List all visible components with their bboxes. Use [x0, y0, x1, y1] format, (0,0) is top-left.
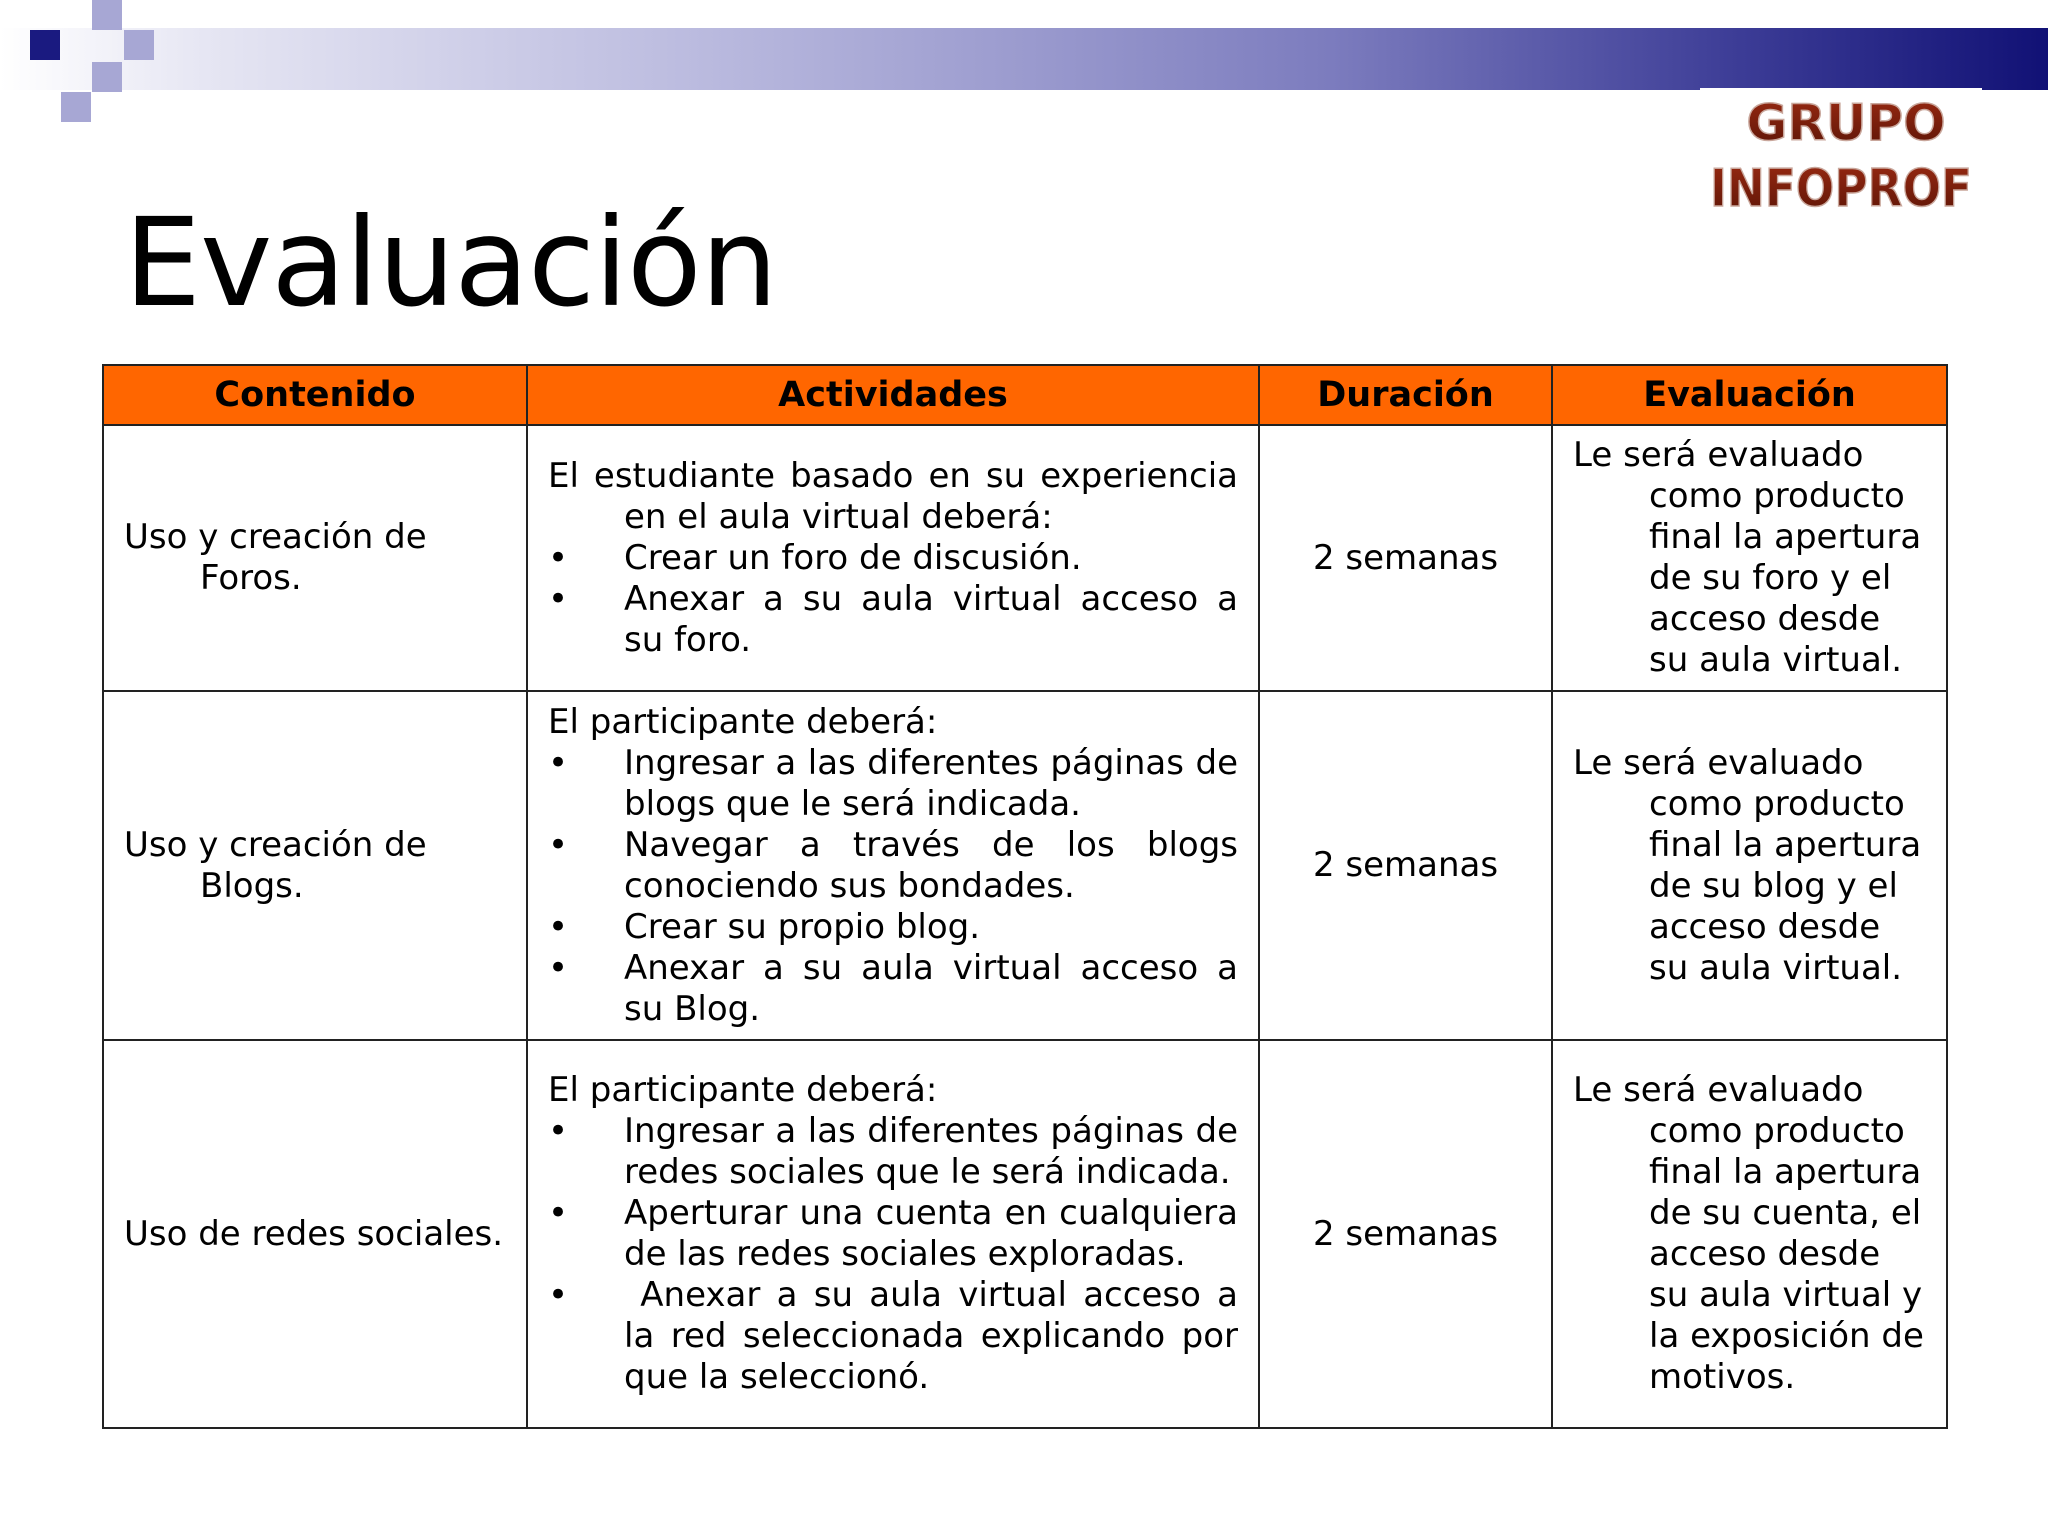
list-item — [548, 1111, 1238, 1193]
decor-square-light — [92, 62, 122, 92]
column-header-contenido: Contenido — [103, 365, 527, 425]
bullet-icon: • — [548, 537, 569, 578]
list-item-text: Anexar a su aula virtual acceso a su foro. — [624, 578, 1238, 660]
bullet-icon: • — [548, 906, 569, 947]
list-item — [548, 743, 1238, 825]
actividades-list — [548, 743, 1238, 1030]
duracion-text: 2 semanas — [1312, 537, 1499, 578]
list-item — [548, 1193, 1238, 1275]
table-row — [103, 691, 1947, 1040]
bullet-icon: • — [548, 947, 569, 988]
header-gradient-band — [0, 28, 2048, 90]
actividades-list — [548, 538, 1238, 661]
column-header-evaluacion: Evaluación — [1552, 365, 1947, 425]
actividades-cell — [527, 691, 1259, 1040]
list-item — [548, 948, 1238, 1030]
list-item — [548, 579, 1238, 661]
list-item-text: Crear su propio blog. — [624, 906, 981, 947]
actividades-list — [548, 1111, 1249, 1398]
list-item-text: Ingresar a las diferentes páginas de blogs que le será indicada. — [624, 742, 1238, 824]
evaluacion-cell — [1552, 691, 1947, 1040]
evaluacion-cell — [1552, 1040, 1947, 1428]
actividades-intro: El estudiante basado en su experiencia en el aula virtual deberá: — [548, 455, 1238, 537]
actividades-intro: El participante deberá: — [548, 701, 938, 742]
bullet-icon: • — [548, 578, 569, 619]
bullet-icon: • — [548, 824, 569, 865]
list-item-text: Anexar a su aula virtual acceso a la red seleccionada explicando por que la seleccionó. — [624, 1275, 1249, 1397]
column-header-actividades: Actividades — [527, 365, 1259, 425]
contenido-text: Uso y creación de Foros. — [124, 517, 427, 598]
evaluacion-text: Le será evaluado como producto final la apertura de su foro y el acceso desde su aula virtual. — [1573, 435, 1922, 680]
bullet-icon: • — [548, 1275, 569, 1315]
contenido-text: Uso de redes sociales. — [124, 1213, 504, 1254]
decor-square-light — [124, 30, 154, 60]
contenido-cell — [103, 1040, 527, 1428]
evaluacion-text: Le será evaluado como producto final la apertura de su blog y el acceso desde su aula virtual. — [1573, 742, 1922, 988]
decor-square-light — [92, 0, 122, 30]
list-item-text: Aperturar una cuenta en cualquiera de las redes sociales exploradas. — [624, 1193, 1238, 1274]
duracion-cell — [1259, 691, 1552, 1040]
actividades-intro: El participante deberá: — [548, 1070, 938, 1110]
contenido-cell — [103, 691, 527, 1040]
logo-line2: INFOPROF — [1710, 159, 1972, 219]
evaluacion-text: Le será evaluado como producto final la apertura de su cuenta, el acceso desde su aula virtual y la exposición de motivos. — [1573, 1070, 1924, 1397]
decor-square-light — [61, 92, 91, 122]
actividades-cell — [527, 425, 1259, 691]
table-row — [103, 425, 1947, 691]
evaluation-table — [102, 364, 1948, 1429]
list-item-text: Crear un foro de discusión. — [624, 537, 1082, 578]
decor-square-dark — [30, 30, 60, 60]
table-row — [103, 1040, 1947, 1428]
grupo-infoprof-logo — [1700, 88, 1982, 228]
contenido-text: Uso y creación de Blogs. — [124, 824, 427, 906]
duracion-cell — [1259, 425, 1552, 691]
evaluacion-cell — [1552, 425, 1947, 691]
list-item-text: Anexar a su aula virtual acceso a su Blog. — [624, 947, 1238, 1029]
column-header-duracion: Duración — [1259, 365, 1552, 425]
actividades-cell — [527, 1040, 1259, 1428]
bullet-icon: • — [548, 1111, 569, 1151]
list-item-text: Navegar a través de los blogs conociendo sus bondades. — [624, 824, 1238, 906]
bullet-icon: • — [548, 1193, 569, 1233]
table-header-row — [103, 365, 1947, 425]
list-item — [548, 825, 1238, 907]
list-item — [548, 538, 1238, 579]
slide-title: Evaluación — [124, 192, 777, 334]
contenido-cell — [103, 425, 527, 691]
list-item-text: Ingresar a las diferentes páginas de redes sociales que le será indicada. — [624, 1111, 1238, 1192]
list-item — [548, 907, 1238, 948]
bullet-icon: • — [548, 742, 569, 783]
duracion-cell — [1259, 1040, 1552, 1428]
duracion-text: 2 semanas — [1312, 1213, 1499, 1254]
logo-line1: GRUPO — [1746, 94, 1946, 152]
duracion-text: 2 semanas — [1312, 845, 1499, 885]
list-item — [548, 1275, 1249, 1398]
